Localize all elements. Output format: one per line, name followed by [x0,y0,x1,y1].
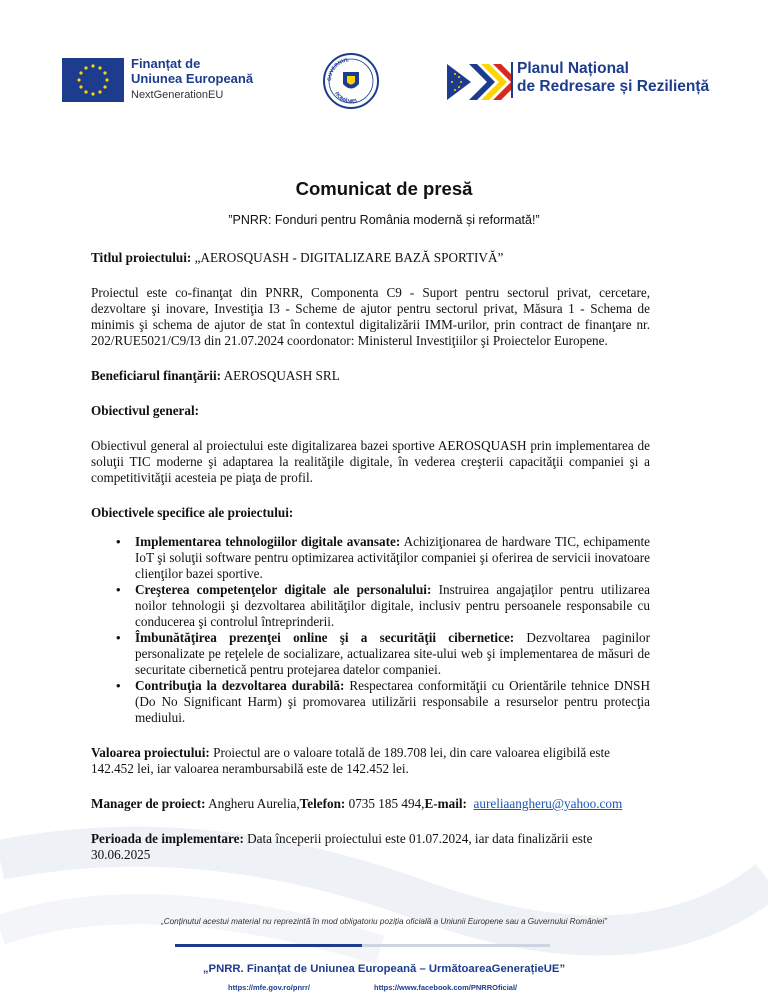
government-seal-icon [322,52,380,110]
press-release-body [91,250,650,863]
page-title: Comunicat de presă [295,178,473,199]
general-objective-text: Obiectivul general al proiectului este digitalizarea bazei sportive AEROSQUASH prin implementarea de soluţii TIC moderne şi adaptarea la realităţile digitale, în vederea creşterii capacităţii companiei şi a competitivităţii acesteia pe piaţa de profil. [91,438,650,485]
pnrr-logo-line1: Planul Național [517,60,629,77]
footer-slogan: „PNRR. Finanțat de Uniunea Europeană – UrmătoareaGenerațieUE” [202,963,566,975]
list-item: • Implementarea tehnologiilor digitale avansate: Achiziţionarea de hardware TIC, echipamente IoT şi soluţii software pentru optimizarea activităţilor companiei şi oferirea de servicii inovatoare clienţilor bazei sportive. [135,534,650,582]
period-label: Perioada de implementare: [91,831,244,846]
period-paragraph [91,831,650,863]
footer-link-facebook[interactable]: https://www.facebook.com/PNRROficial/ [374,983,518,992]
footer-divider [175,944,550,947]
manager-paragraph: Manager de proiect: Angheru Aurelia,Telefon: 0735 185 494,E-mail: aureliaangheru@yahoo.com [91,796,623,811]
svg-text:GUVERNUL: GUVERNUL [326,57,350,82]
manager-phone: 0735 185 494, [345,796,425,811]
manager-name: Angheru Aurelia, [205,796,300,811]
svg-text:ROMÂNIEI: ROMÂNIEI [333,91,358,106]
list-item: • Îmbunătăţirea prezenţei online şi a securităţii cibernetice: Dezvoltarea paginilor personalizate pe reţelele de socializare, actualizarea site-ului web şi implementarea de măsuri de securitate cibernetică pentru protejarea datelor companiei. [135,630,650,678]
intro-paragraph: Proiectul este co-finanţat din PNRR, Componenta C9 - Suport pentru sectorul privat, cercetare, dezvoltare şi inovare, Investiţia I3 - Scheme de ajutor pentru sectorul privat, Măsura 1 - Schema de minimis şi schema de ajutor de stat în contextul digitalizării IMM-urilor, prin contract de finanţare nr. 202/RUE5021/C9/I3 din 21.07.2024 coordonator: Ministerul Investiţiilor şi Proiectelor Europene. [91,285,650,348]
period-text: Data începerii proiectului este 01.07.2024, iar data finalizării este 30.06.2025 [91,831,593,862]
project-title-label: Titlul proiectului: [91,250,192,265]
project-value-paragraph [91,745,650,777]
project-title-value: „AEROSQUASH - DIGITALIZARE BAZĂ SPORTIVĂ” [191,250,504,265]
pnrr-logo-line2: de Redresare și Reziliență [517,78,710,95]
beneficiary-paragraph [91,368,650,384]
footer-links [228,983,579,992]
eu-logo-line2: Uniunea Europeană [131,71,254,86]
project-value-text: Proiectul are o valoare totală de 189.708 lei, din care valoarea eligibilă este 142.452 lei, iar valoarea nerambursabilă este de 142.452 lei. [91,745,611,776]
manager-email-link[interactable]: aureliaangheru@yahoo.com [473,796,623,811]
eu-logo-line1: Finanțat de [131,56,201,71]
beneficiary-label: Beneficiarul finanţării: [91,368,222,383]
footer-link-mfe[interactable]: https://mfe.gov.ro/pnrr/ [228,983,310,992]
eu-logo-line3: NextGenerationEU [131,89,224,101]
project-value-label: Valoarea proiectului: [91,745,210,760]
specific-objectives-heading: Obiectivele specifice ale proiectului: [91,505,294,520]
project-title-paragraph [91,250,650,266]
general-objective-heading: Obiectivul general: [91,403,200,418]
list-item: • Creşterea competenţelor digitale ale personalului: Instruirea angajaţilor pentru utilizarea noilor tehnologii şi dezvoltarea abilităţilor digitale, inclusiv pentru persoanele responsabile cu conducerea şi controlul întreprinderii. [135,582,650,630]
eu-flag-icon [62,58,124,102]
specific-objectives-list [91,534,650,726]
beneficiary-value: AEROSQUASH SRL [221,368,340,383]
page-subtitle: ”PNRR: Fonduri pentru România modernă și reformată!” [228,213,540,227]
pnrr-arrows-icon [447,62,511,102]
footer-disclaimer: „Conținutul acestui material nu reprezintă în mod obligatoriu poziția oficială a Uniunii Europene sau a Guvernului României” [160,917,607,926]
list-item: • Contribuţia la dezvoltarea durabilă: Respectarea conformităţii cu Orientările tehnice DNSH (Do No Significant Harm) şi promovarea utilizării responsabile a resurselor pentru protecţia mediului. [135,678,650,726]
